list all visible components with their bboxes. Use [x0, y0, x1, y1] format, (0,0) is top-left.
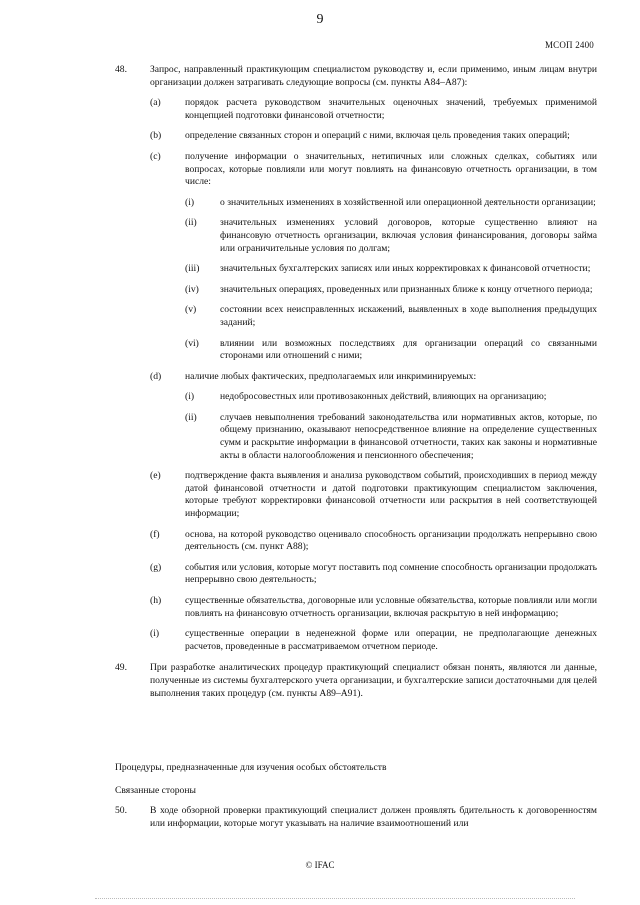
sub-item-c-v	[185, 304, 597, 329]
item-text: существенные операции в неденежной форме или операции, не предполагающие денежных расчетов, проведенные в рассматриваемом отчетном периоде.	[185, 628, 597, 652]
sub-item-label: (ii)	[185, 217, 197, 229]
item-text: основа, на которой руководство оценивало способность организации продолжать непрерывно свою деятельность (см. пункт A88);	[185, 528, 597, 553]
sub-item-label: (vi)	[185, 337, 199, 349]
item-text: существенные обязательства, договорные или условные обязательства, которые повлияли или могли повлиять на финансовую отчетность организации, включая раскрытую в ней информацию;	[185, 595, 597, 619]
paragraph-49	[115, 662, 597, 700]
paragraph-48	[115, 64, 597, 653]
sub-item-label: (i)	[185, 391, 195, 403]
section-block	[115, 762, 597, 839]
sub-item-c-i	[185, 197, 597, 210]
paragraph-text: Запрос, направленный практикующим специалистом руководству и, если применимо, иным лицам внутри организации должен затрагивать следующие вопросы (см. пункты A84–A87):	[150, 64, 597, 88]
item-label: (i)	[150, 628, 160, 640]
list-item-a	[150, 97, 597, 122]
list-item-d	[150, 371, 597, 463]
list-item-e	[150, 470, 597, 520]
document-body	[115, 64, 597, 709]
sub-item-c-ii	[185, 217, 597, 255]
sub-item-text: состоянии всех неисправленных искажений, выявленных в ходе выполнения предыдущих заданий;	[220, 304, 597, 328]
paragraph-text: При разработке аналитических процедур практикующий специалист обязан понять, являются ли данные, полученные из системы бухгалтерского учета организации, и бухгалтерские записи достаточными для целей выполнения таких процедур (см. пункты A89–A91).	[150, 662, 597, 699]
sub-item-c-iii	[185, 263, 597, 276]
sub-item-text: влиянии или возможных последствиях для организации операций со связанными сторонами или отношений с ними;	[220, 337, 597, 362]
footer-copyright: © IFAC	[305, 860, 335, 870]
sub-item-d-ii	[185, 412, 597, 462]
paragraph-number: 50.	[115, 805, 127, 817]
sub-item-d-i	[185, 391, 597, 404]
section-heading: Процедуры, предназначенные для изучения особых обстоятельств	[115, 762, 387, 773]
sub-item-c-iv	[185, 284, 597, 297]
subsection-heading: Связанные стороны	[115, 784, 196, 796]
item-label: (a)	[150, 97, 161, 109]
paragraph-number: 48.	[115, 64, 127, 75]
item-label: (g)	[150, 561, 162, 573]
sub-item-text: значительных бухгалтерских записях или иных корректировках к финансовой отчетности;	[220, 263, 591, 275]
item-text: наличие любых фактических, предполагаемых или инкриминируемых:	[185, 370, 477, 382]
scan-artifact-line	[95, 898, 575, 900]
list-item-b	[150, 130, 597, 143]
item-text: подтверждение факта выявления и анализа руководством событий, происходивших в период между датой финансовой отчетности и датой подготовки практикующим специалистом заключения, которые требуют корректировки финансовой отчетности или раскрытия в ней соответствующей информации;	[185, 470, 597, 520]
sub-item-text: значительных изменениях условий договоров, которые существенно влияют на финансовую отчетность организации, включая условия финансирования, договоры займа или ограничительные условия по долгам;	[220, 217, 597, 254]
item-label: (f)	[150, 528, 160, 540]
sub-item-label: (i)	[185, 196, 195, 208]
list-item-f	[150, 529, 597, 554]
sub-item-label: (v)	[185, 304, 197, 316]
item-label: (e)	[150, 470, 161, 482]
item-text: определение связанных сторон и операций с ними, включая цель проведения таких операций;	[185, 130, 570, 142]
item-label: (d)	[150, 370, 162, 382]
standard-code: МСОП 2400	[544, 40, 594, 50]
paragraph-50	[115, 805, 597, 830]
paragraph-number: 49.	[115, 662, 127, 674]
sub-item-label: (ii)	[185, 411, 197, 423]
item-label: (c)	[150, 150, 161, 162]
list-item-i	[150, 628, 597, 653]
list-item-h	[150, 595, 597, 620]
sub-item-text: значительных операциях, проведенных или признанных ближе к концу отчетного периода;	[220, 283, 593, 295]
sub-item-label: (iv)	[185, 283, 199, 295]
item-text: порядок расчета руководством значительных оценочных значений, требуемых применимой концепцией подготовки финансовой отчетности;	[185, 97, 597, 121]
item-text: события или условия, которые могут поставить под сомнение способность организации продолжать непрерывно свою деятельность;	[185, 561, 597, 586]
paragraph-text: В ходе обзорной проверки практикующий специалист должен проявлять бдительность к договоренностям или информации, которые могут указывать на наличие взаимоотношений или	[150, 805, 597, 829]
sub-item-label: (iii)	[185, 263, 200, 275]
item-text: получение информации о значительных, нетипичных или сложных сделках, событиях или вопросах, которые повлияли или могут повлиять на финансовую отчетность организации, в том числе:	[185, 150, 597, 188]
sub-item-text: о значительных изменениях в хозяйственной или операционной деятельности организации;	[220, 196, 596, 208]
list-item-g	[150, 562, 597, 587]
item-label: (h)	[150, 595, 162, 606]
sub-item-text: случаев невыполнения требований законодательства или нормативных актов, которые, по общему признанию, оказывают непосредственное влияние на определение существенных сумм и раскрытие информации в финансовой отчетности, таких как законы и нормативные акты в области налогообложения и пенсионного обеспечения;	[220, 411, 597, 461]
list-item-c	[150, 151, 597, 363]
sub-item-c-vi	[185, 338, 597, 363]
sub-item-text: недобросовестных или противозаконных действий, влияющих на организацию;	[220, 391, 547, 403]
item-label: (b)	[150, 130, 162, 142]
page-number: 9	[316, 12, 324, 27]
